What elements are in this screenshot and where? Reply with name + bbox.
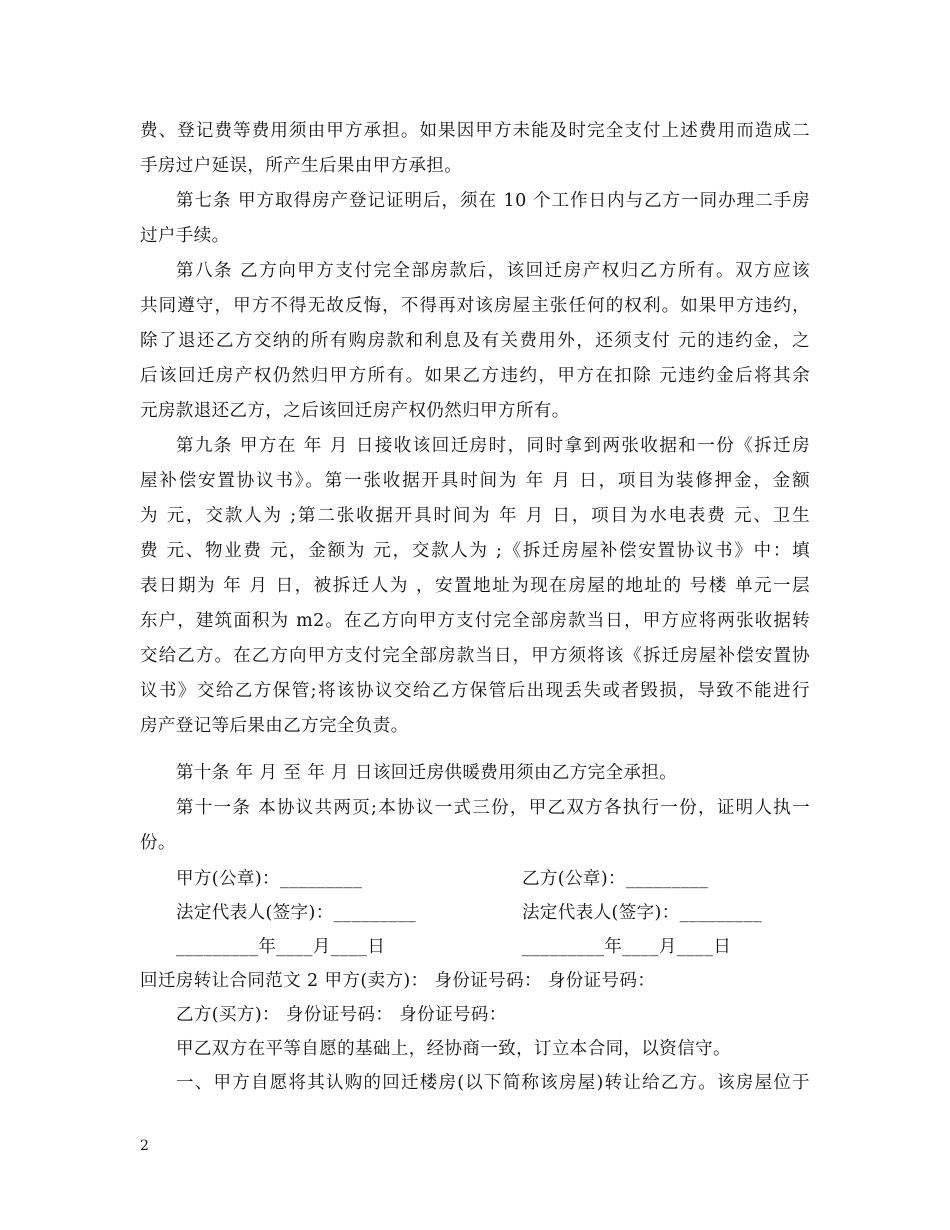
clause-9-line: 表日期为 年 月 日，被拆迁人为 ，安置地址为现在房屋的地址的 号楼 单元一层	[140, 576, 810, 596]
clause-7-line: 第七条 甲方取得房产登记证明后，须在 10 个工作日内与乙方一同办理二手房	[176, 191, 810, 211]
clause-11-line: 第十一条 本协议共两页;本协议一式三份，甲乙双方各执行一份，证明人执一	[176, 798, 810, 818]
clause-9-line: 屋补偿安置协议书》。第一张收据开具时间为 年 月 日，项目为装修押金，金额	[140, 471, 810, 491]
clause-9-line: 房产登记等后果由乙方完全负责。	[140, 716, 409, 736]
clause-9-line: 交给乙方。在乙方向甲方支付完全部房款当日，甲方须将该《拆迁房屋补偿安置协	[140, 646, 810, 666]
clause-9-line: 东户，建筑面积为 m2。在乙方向甲方支付完全部房款当日，甲方应将两张收据转	[140, 611, 810, 631]
clause-1-line: 一、甲方自愿将其认购的回迁楼房(以下简称该房屋)转让给乙方。该房屋位于	[176, 1073, 810, 1093]
clause-8-line: 除了退还乙方交纳的所有购房款和利息及有关费用外，还须支付 元的违约金，之	[140, 331, 810, 351]
clause-9-line: 第九条 甲方在 年 月 日接收该回迁房时，同时拿到两张收据和一份《拆迁房	[176, 436, 810, 456]
party-b-seal-field: 乙方(公章)：_________	[522, 869, 709, 889]
clause-8-line: 后该回迁房产权仍然归甲方所有。如果乙方违约，甲方在扣除 元违约金后将其余	[140, 366, 810, 386]
body-text-line: 费、登记费等费用须由甲方承担。如果因甲方未能及时完全支付上述费用而造成二	[140, 121, 810, 141]
party-a-representative-field: 法定代表人(签字)：_________	[176, 903, 417, 923]
party-b-date-field: _________年____月____日	[522, 937, 732, 957]
party-b-representative-field: 法定代表人(签字)：_________	[522, 903, 763, 923]
party-a-seal-field: 甲方(公章)：_________	[176, 869, 363, 889]
clause-8-line: 第八条 乙方向甲方支付完全部房款后，该回迁房产权归乙方所有。双方应该	[176, 261, 810, 281]
party-a-date-field: _________年____月____日	[176, 937, 386, 957]
clause-9-line: 议书》交给乙方保管;将该协议交给乙方保管后出现丢失或者毁损，导致不能进行	[140, 681, 810, 701]
clause-9-line: 费 元、物业费 元，金额为 元，交款人为 ;《拆迁房屋补偿安置协议书》中：填	[140, 541, 810, 561]
contract-intro: 甲乙双方在平等自愿的基础上，经协商一致，订立本合同，以资信守。	[176, 1039, 731, 1059]
body-text-line: 手房过户延误，所产生后果由甲方承担。	[140, 156, 463, 176]
buyer-line: 乙方(买方)： 身份证号码： 身份证号码：	[176, 1005, 507, 1025]
next-contract-heading-line: 回迁房转让合同范文 2 甲方(卖方)： 身份证号码： 身份证号码：	[140, 971, 656, 991]
clause-9-line: 为 元，交款人为 ;第二张收据开具时间为 年 月 日，项目为水电表费 元、卫生	[140, 506, 810, 526]
clause-10-line: 第十条 年 月 至 年 月 日该回迁房供暖费用须由乙方完全承担。	[176, 763, 678, 783]
clause-7-line: 过户手续。	[140, 226, 230, 246]
page-number: 2	[140, 1138, 149, 1154]
clause-11-line: 份。	[140, 833, 176, 853]
clause-8-line: 元房款退还乙方，之后该回迁房产权仍然归甲方所有。	[140, 401, 570, 421]
clause-8-line: 共同遵守，甲方不得无故反悔，不得再对该房屋主张任何的权利。如果甲方违约，	[140, 296, 810, 316]
